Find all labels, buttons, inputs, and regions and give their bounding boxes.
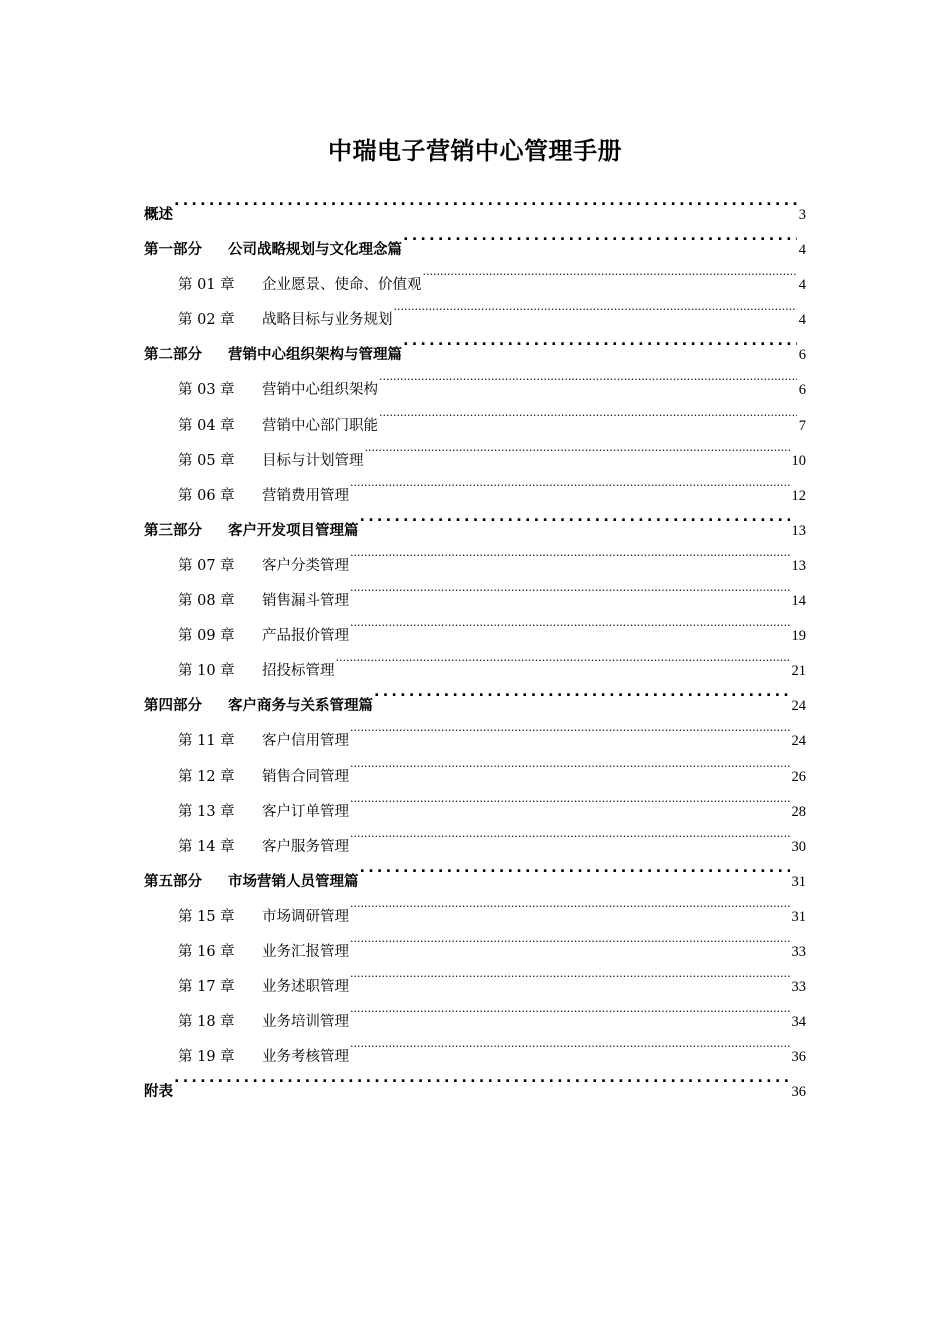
toc-entry-number: 第 17 章 xyxy=(178,979,235,996)
toc-page-number: 36 xyxy=(791,1084,806,1101)
toc-page-number: 33 xyxy=(791,979,806,996)
toc-page-number: 10 xyxy=(791,452,806,469)
toc-page-number: 7 xyxy=(798,417,806,434)
toc-part-entry[interactable] xyxy=(144,219,806,259)
toc-entry-number: 第 11 章 xyxy=(178,733,235,750)
dot-leader xyxy=(350,1026,790,1061)
toc-page-number: 6 xyxy=(798,382,806,399)
dot-leader xyxy=(350,921,790,956)
toc-entry-title: 业务考核管理 xyxy=(262,1049,349,1066)
toc-page-number: 4 xyxy=(798,242,806,259)
toc-entry-title: 销售合同管理 xyxy=(262,768,349,785)
toc-entry-title: 公司战略规划与文化理念篇 xyxy=(228,242,402,259)
toc-entry-title: 战略目标与业务规划 xyxy=(262,312,393,329)
dot-leader xyxy=(365,430,790,465)
toc-page-number: 4 xyxy=(798,312,806,329)
toc-entry-number: 第 01 章 xyxy=(178,277,235,294)
toc-entry-title: 市场营销人员管理篇 xyxy=(228,873,359,890)
toc-page-number: 13 xyxy=(791,522,806,539)
toc-entry-number: 第 03 章 xyxy=(178,382,235,399)
dot-leader xyxy=(360,851,790,886)
toc-page-number: 36 xyxy=(791,1049,806,1066)
dot-leader xyxy=(350,710,790,745)
toc-entry-number: 第 04 章 xyxy=(178,417,235,434)
toc-page-number: 26 xyxy=(791,768,806,785)
dot-leader xyxy=(403,219,797,254)
dot-leader xyxy=(423,254,797,289)
toc-entry-number: 第 06 章 xyxy=(178,487,235,504)
toc-entry-number: 第 14 章 xyxy=(178,838,235,855)
dot-leader xyxy=(360,500,790,535)
toc-entry-number: 第三部分 xyxy=(144,522,202,539)
toc-entry-title: 目标与计划管理 xyxy=(262,452,364,469)
toc-page-number: 21 xyxy=(791,663,806,680)
toc-entry-title: 业务汇报管理 xyxy=(262,943,349,960)
toc-entry-title: 业务培训管理 xyxy=(262,1014,349,1031)
dot-leader xyxy=(350,746,790,781)
document-title: 中瑞电子营销中心管理手册 xyxy=(328,137,622,165)
toc-entry-title: 营销中心组织架构与管理篇 xyxy=(228,347,402,364)
toc-page-number: 6 xyxy=(798,347,806,364)
toc-entry-number: 第 15 章 xyxy=(178,908,235,925)
toc-entry-number: 第 10 章 xyxy=(178,663,235,680)
toc-entry-title: 客户分类管理 xyxy=(262,557,349,574)
dot-leader xyxy=(394,289,797,324)
toc-entry-title: 附表 xyxy=(144,1084,173,1101)
toc-entry-title: 营销费用管理 xyxy=(262,487,349,504)
toc-entry-title: 营销中心部门职能 xyxy=(262,417,378,434)
dot-leader xyxy=(350,465,790,500)
toc-entry-title: 客户订单管理 xyxy=(262,803,349,820)
toc-entry-title: 招投标管理 xyxy=(262,663,335,680)
toc-entry-number: 第 16 章 xyxy=(178,943,235,960)
toc-entry-title: 客户服务管理 xyxy=(262,838,349,855)
toc-entry-number: 第 09 章 xyxy=(178,628,235,645)
toc-page-number: 30 xyxy=(791,838,806,855)
toc-page-number: 13 xyxy=(791,557,806,574)
toc-page-number: 3 xyxy=(798,207,806,223)
toc-entry-title: 市场调研管理 xyxy=(262,908,349,925)
dot-leader xyxy=(350,886,790,921)
dot-leader xyxy=(174,184,797,219)
dot-leader xyxy=(350,605,790,640)
dot-leader xyxy=(350,816,790,851)
dot-leader xyxy=(350,535,790,570)
dot-leader xyxy=(350,991,790,1026)
toc-entry-number: 第四部分 xyxy=(144,698,202,715)
toc-entry-number: 第 18 章 xyxy=(178,1014,235,1031)
toc-entry-number: 第二部分 xyxy=(144,347,202,364)
toc-entry-number: 第 07 章 xyxy=(178,557,235,574)
toc-entry-number: 第 05 章 xyxy=(178,452,235,469)
toc-entry-number: 第一部分 xyxy=(144,242,202,259)
dot-leader xyxy=(350,956,790,991)
toc-entry-title: 企业愿景、使命、价值观 xyxy=(262,277,422,294)
toc-page-number: 31 xyxy=(791,908,806,925)
toc-entry-number: 第 19 章 xyxy=(178,1049,235,1066)
dot-leader xyxy=(174,1061,790,1096)
toc-entry-number: 第 08 章 xyxy=(178,593,235,610)
toc-entry-number: 第五部分 xyxy=(144,873,202,890)
table-of-contents xyxy=(144,184,806,1101)
toc-entry-title: 业务述职管理 xyxy=(262,979,349,996)
dot-leader xyxy=(379,359,797,394)
dot-leader xyxy=(403,324,797,359)
dot-leader xyxy=(350,781,790,816)
toc-page-number: 19 xyxy=(791,628,806,645)
toc-page-number: 24 xyxy=(791,733,806,750)
toc-entry-number: 第 12 章 xyxy=(178,768,235,785)
toc-page-number: 33 xyxy=(791,943,806,960)
toc-page-number: 12 xyxy=(791,487,806,504)
toc-entry-title: 客户商务与关系管理篇 xyxy=(228,698,373,715)
toc-entry-title: 销售漏斗管理 xyxy=(262,593,349,610)
toc-page-number: 34 xyxy=(791,1014,806,1031)
toc-part-entry[interactable] xyxy=(144,1061,806,1101)
toc-page-number: 31 xyxy=(791,873,806,890)
toc-part-entry[interactable] xyxy=(144,184,806,223)
toc-entry-number: 第 02 章 xyxy=(178,312,235,329)
toc-page-number: 14 xyxy=(791,593,806,610)
dot-leader xyxy=(374,675,790,710)
toc-entry-number: 第 13 章 xyxy=(178,803,235,820)
toc-page-number: 4 xyxy=(798,277,806,294)
toc-entry-title: 产品报价管理 xyxy=(262,628,349,645)
toc-page-number: 24 xyxy=(791,698,806,715)
dot-leader xyxy=(350,570,790,605)
toc-entry-title: 客户开发项目管理篇 xyxy=(228,522,359,539)
toc-entry-title: 概述 xyxy=(144,207,173,223)
toc-entry-title: 营销中心组织架构 xyxy=(262,382,378,399)
toc-entry-title: 客户信用管理 xyxy=(262,733,349,750)
dot-leader xyxy=(379,395,797,430)
dot-leader xyxy=(336,640,790,675)
toc-page-number: 28 xyxy=(791,803,806,820)
